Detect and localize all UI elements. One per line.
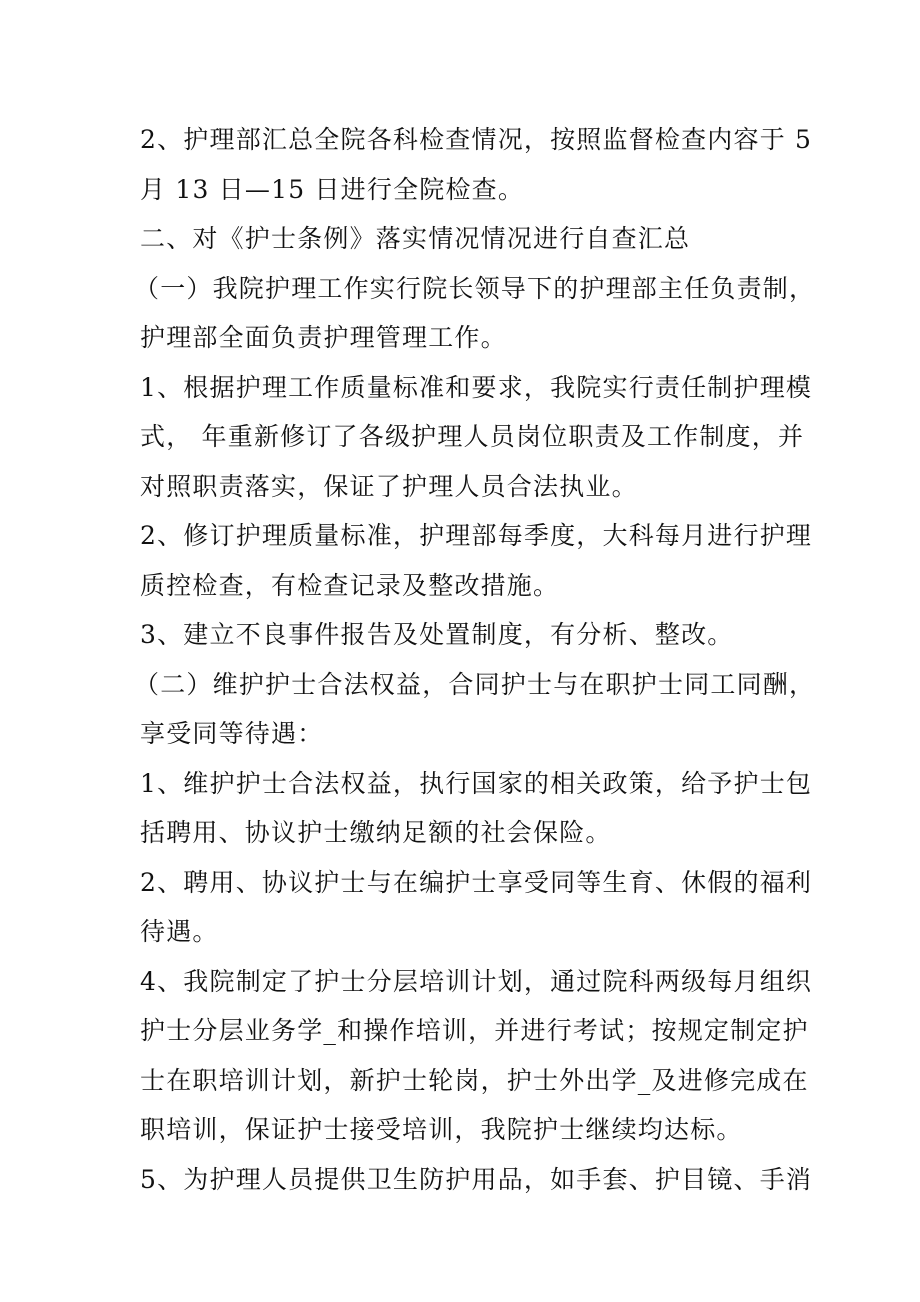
text-line: 对照职责落实，保证了护理人员合法执业。 (140, 471, 638, 501)
text-line: 2、护理部汇总全院各科检查情况，按照监督检查内容于 5 (140, 125, 813, 154)
paragraph-training-plan (140, 957, 813, 1155)
text-line: （一）我院护理工作实行院长领导下的护理部主任负责制， (134, 273, 816, 303)
text-line: 1、根据护理工作质量标准和要求，我院实行责任制护理模 (140, 372, 813, 402)
text-line: 二、对《护士条例》落实情况情况进行自查汇总 (140, 224, 691, 253)
text-line: 享受同等待遇： (140, 719, 324, 748)
paragraph-nurse-rights (134, 660, 816, 759)
text-line: 2、聘用、协议护士与在编护士享受同等生育、休假的福利 (140, 867, 813, 897)
paragraph-quality-standards (140, 511, 813, 610)
text-line: 括聘用、协议护士缴纳足额的社会保险。 (140, 818, 612, 847)
paragraph-adverse-events (140, 610, 790, 660)
text-line: 护士分层业务学_和操作培训，并进行考试；按规定制定护 (140, 1016, 809, 1045)
paragraph-protective-supplies (140, 1155, 813, 1205)
text-line: 2、修订护理质量标准，护理部每季度，大科每月进行护理 (140, 521, 813, 550)
text-line: 月 13 日—15 日进行全院检查。 (140, 174, 525, 204)
text-line: 5、为护理人员提供卫生防护用品，如手套、护目镜、手消 (140, 1164, 813, 1194)
text-line: 护理部全面负责护理管理工作。 (140, 323, 507, 352)
text-line: 式， 年重新修订了各级护理人员岗位职责及工作制度，并 (140, 422, 805, 451)
paragraph-social-insurance (140, 759, 813, 858)
text-line: 质控检查，有检查记录及整改措施。 (140, 570, 560, 600)
paragraph-responsibility-nursing (140, 363, 813, 512)
paragraph-welfare-benefits (140, 858, 813, 957)
document-body (134, 115, 816, 1204)
text-line: 4、我院制定了护士分层培训计划，通过院科两级每月组织 (140, 966, 813, 996)
text-line: 待遇。 (140, 917, 219, 946)
text-line: 士在职培训计划，新护士轮岗，护士外出学_及进修完成在 (140, 1065, 809, 1095)
section-heading-nurse-regulation (140, 214, 790, 264)
text-line: 3、建立不良事件报告及处置制度，有分析、整改。 (140, 620, 734, 649)
paragraph-management-system (134, 264, 816, 363)
text-line: 1、维护护士合法权益，执行国家的相关政策，给予护士包 (140, 768, 813, 798)
text-line: （二）维护护士合法权益，合同护士与在职护士同工同酬， (134, 669, 816, 699)
text-line: 职培训，保证护士接受培训，我院护士继续均达标。 (140, 1115, 743, 1144)
paragraph-inspection-summary (140, 115, 813, 214)
